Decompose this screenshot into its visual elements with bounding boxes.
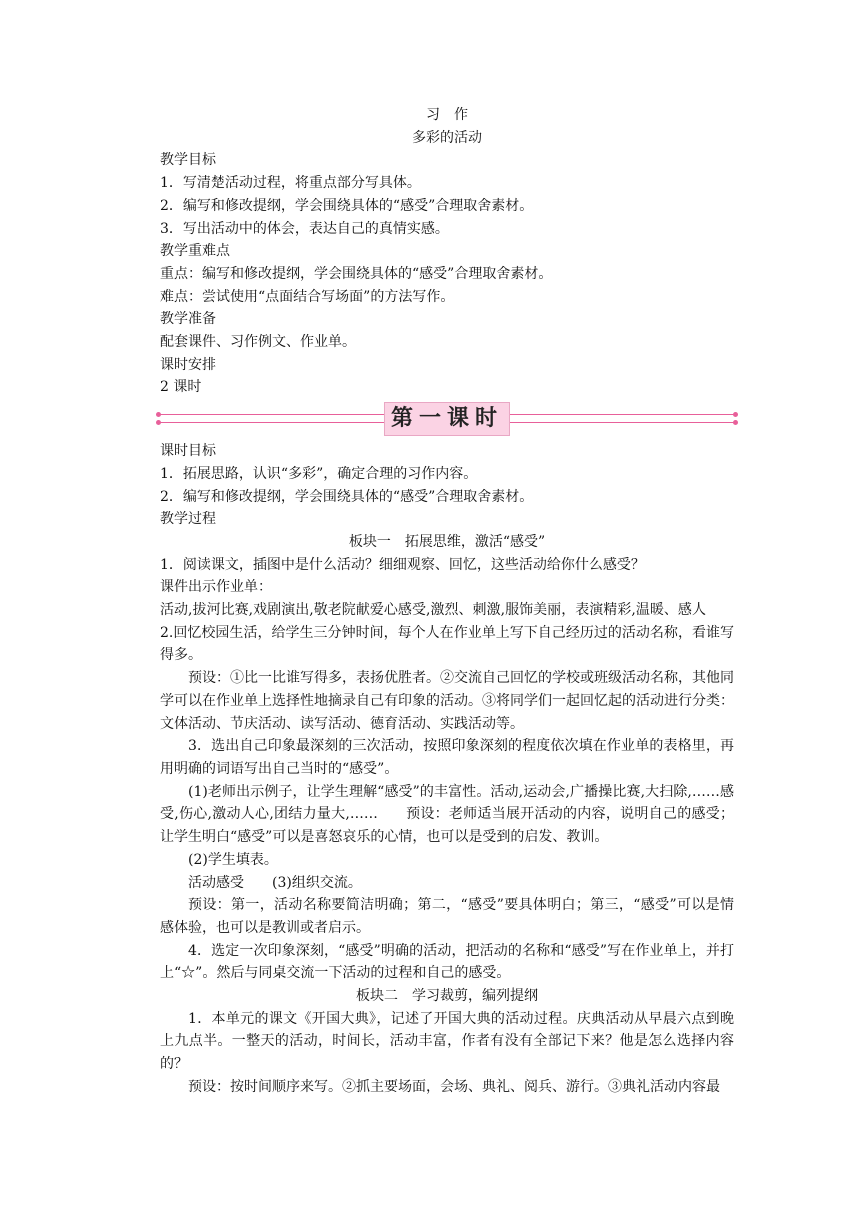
paragraph: (2)学生填表。 (188, 851, 278, 868)
banner-title: 第一课时 (384, 402, 510, 436)
question-text: 2.回忆校园生活，给学生三分钟时间，每个人在作业单上写下自己经历过的活动名称，看谁写得多。 (160, 624, 734, 664)
document-page (160, 104, 734, 1099)
lesson-goal-item: 2．编写和修改提纲，学会围绕具体的“感受”合理取舍素材。 (160, 488, 534, 505)
key-heading: 教学重难点 (160, 243, 230, 260)
step-text: (3)组织交流。 (272, 874, 362, 891)
schedule-text: 2 课时 (160, 379, 202, 396)
prep-heading: 教学准备 (160, 311, 216, 328)
banner-dot (156, 420, 161, 425)
banner-dot (156, 412, 161, 417)
lesson-banner (158, 402, 736, 438)
goal-item: 2．编写和修改提纲，学会围绕具体的“感受”合理取舍素材。 (160, 197, 534, 214)
example-text: (1)老师出示例子，让学生理解“感受”的丰富性。活动,运动会,广播操比赛,大扫除,……感受,伤心,激动人心,团结力量大,…… (160, 783, 734, 823)
lesson-goals-heading: 课时目标 (160, 443, 216, 460)
key-point: 难点：尝试使用“点面结合写场面”的方法写作。 (160, 288, 455, 305)
paragraph: 4．选定一次印象深刻，“感受”明确的活动，把活动的名称和“感受”写在作业单上，并打上“☆”。然后与同桌交流一下活动的过程和自己的感受。 (160, 942, 734, 982)
prep-text: 配套课件、习作例文、作业单。 (160, 334, 356, 351)
paragraph: 预设：第一，活动名称要简洁明确；第二，“感受”要具体明白；第三，“感受”可以是情感体验，也可以是教训或者启示。 (160, 897, 734, 936)
goal-item: 1．写清楚活动过程，将重点部分写具体。 (160, 175, 421, 192)
paragraph: 1．阅读课文，插图中是什么活动？细细观察、回忆，这些活动给你什么感受？ (160, 556, 645, 573)
goals-heading: 教学目标 (160, 152, 216, 169)
doc-title: 习 作 (426, 107, 468, 123)
banner-dot (733, 412, 738, 417)
paragraph (160, 599, 734, 667)
activity-list: 活动,拔河比赛,戏剧演出,敬老院献爱心感受,激烈、刺激,服饰美丽，表演精彩,温暖、感人 (160, 602, 706, 619)
section-title: 板块二 学习裁剪，编列提纲 (356, 988, 538, 1005)
goal-item: 3．写出活动中的体会，表达自己的真情实感。 (160, 220, 449, 237)
schedule-heading: 课时安排 (160, 356, 216, 373)
paragraph: 预设：按时间顺序来写。②抓主要场面，会场、典礼、阅兵、游行。③典礼活动内容最 (188, 1078, 720, 1095)
paragraph: 3．选出自己印象最深刻的三次活动，按照印象深刻的程度依次填在作业单的表格里，再用明确的词语写出自己当时的“感受”。 (160, 738, 734, 777)
lesson-goal-item: 1．拓展思路，认识“多彩”，确定合理的习作内容。 (160, 465, 478, 482)
paragraph (160, 781, 734, 849)
paragraph: 课件出示作业单： (160, 579, 272, 596)
section-title: 板块一 拓展思维，激活“感受” (348, 533, 546, 550)
preset-text: 预设：老师适当展开活动的内容，说明自己的感受；让学生明白“感受”可以是喜怒哀乐的心情，也可以是受到的启发、教训。 (160, 806, 734, 846)
table-label: 活动感受 (188, 874, 244, 891)
paragraph (160, 872, 734, 895)
banner-dot (733, 420, 738, 425)
process-heading: 教学过程 (160, 511, 216, 528)
doc-subtitle: 多彩的活动 (412, 129, 482, 146)
paragraph: 1．本单元的课文《开国大典》，记述了开国大典的活动过程。庆典活动从早晨六点到晚上九点半。一整天的活动，时间长，活动丰富，作者有没有全部记下来？他是怎么选择内容的？ (160, 1010, 734, 1073)
paragraph: 预设：①比一比谁写得多，表扬优胜者。②交流自己回忆的学校或班级活动名称，其他同学可以在作业单上选择性地摘录自己有印象的活动。③将同学们一起回忆起的活动进行分类：文体活动、节庆活动、读写活动、德育活动、实践活动等。 (160, 670, 734, 732)
key-point: 重点：编写和修改提纲，学会围绕具体的“感受”合理取舍素材。 (160, 265, 553, 282)
